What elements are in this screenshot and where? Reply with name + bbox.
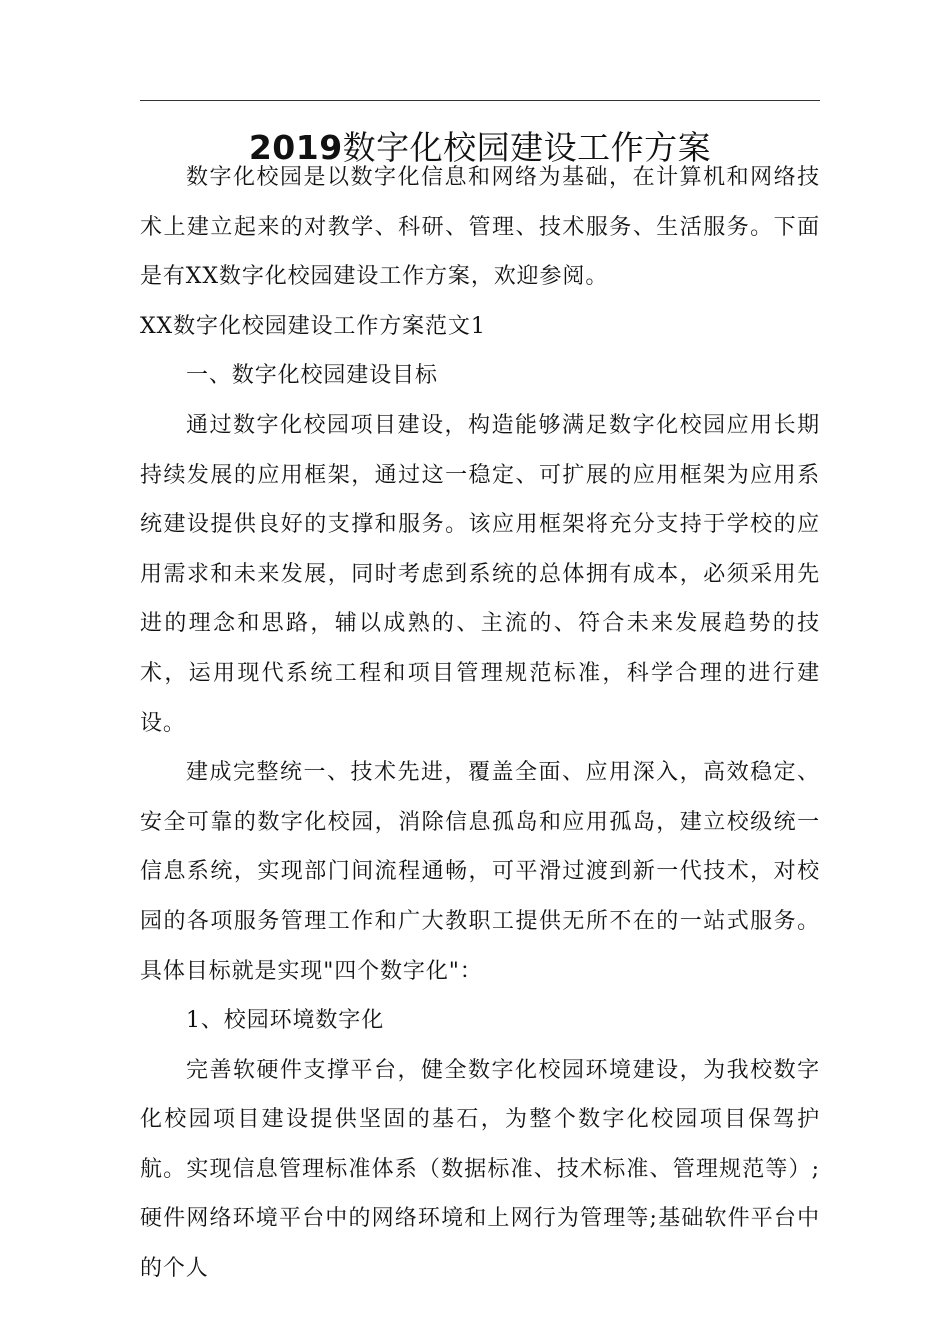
title-text: 数字化校园建设工作方案 (342, 128, 712, 168)
subsection-heading: 1、校园环境数字化 (186, 1008, 385, 1034)
document-body (140, 153, 820, 1294)
header-rule (140, 100, 820, 101)
body-paragraph: 通过数字化校园项目建设，构造能够满足数字化校园应用长期持续发展的应用框架，通过这一稳定、可扩展的应用框架为应用系统建设提供良好的支撑和服务。该应用框架将充分支持于学校的应用需求和未来发展，同时考虑到系统的总体拥有成本，必须采用先进的理念和思路，辅以成熟的、主流的、符合未来发展趋势的技术，运用现代系统工程和项目管理规范标准，科学合理的进行建设。 (140, 412, 820, 736)
body-paragraph: 建成完整统一、技术先进，覆盖全面、应用深入，高效稳定、安全可靠的数字化校园，消除信息孤岛和应用孤岛，建立校级统一信息系统，实现部门间流程通畅，可平滑过渡到新一代技术，对校园的各项服务管理工作和广大教职工提供无所不在的一站式服务。具体目标就是实现"四个数字化"： (140, 760, 820, 984)
body-paragraph: 完善软硬件支撑平台，健全数字化校园环境建设，为我校数字化校园项目建设提供坚固的基石，为整个数字化校园项目保驾护航。实现信息管理标准体系（数据标准、技术标准、管理规范等）;硬件网络环境平台中的网络环境和上网行为管理等;基础软件平台中的个人 (140, 1057, 820, 1282)
intro-paragraph: 数字化校园是以数字化信息和网络为基础，在计算机和网络技术上建立起来的对教学、科研、管理、技术服务、生活服务。下面是有XX数字化校园建设工作方案，欢迎参阅。 (140, 165, 820, 290)
title-year: 2019 (248, 128, 343, 168)
section-subtitle: XX数字化校园建设工作方案范文1 (140, 313, 486, 339)
section-heading: 一、数字化校园建设目标 (186, 363, 438, 389)
